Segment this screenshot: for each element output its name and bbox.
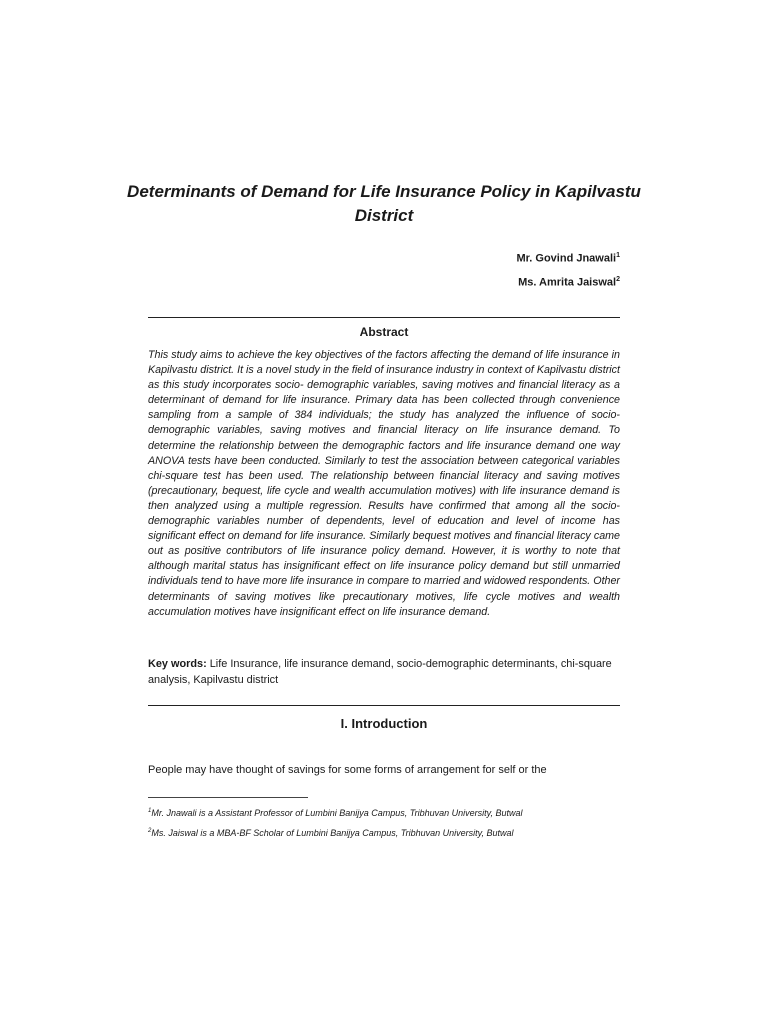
author-footnote-mark: 2 [616, 276, 620, 283]
paper-title: Determinants of Demand for Life Insurance Policy in Kapilvastu District [127, 182, 641, 225]
abstract-top-rule [148, 317, 620, 318]
footnote-2 [148, 828, 620, 838]
author-name: Ms. Amrita Jaiswal [518, 276, 617, 289]
keywords-text: Life Insurance, life insurance demand, socio-demographic determinants, chi-square analysis, Kapilvastu district [148, 658, 612, 686]
abstract-heading: Abstract [359, 325, 409, 339]
footnote-text: Mr. Jnawali is a Assistant Professor of Lumbini Banijya Campus, Tribhuvan University, Butwal [151, 808, 523, 818]
footnote-separator [148, 797, 308, 798]
author-footnote-mark: 1 [616, 252, 620, 259]
footnote-mark: 2 [148, 828, 152, 834]
footnote-1 [148, 808, 620, 818]
abstract-text: This study aims to achieve the key objectives of the factors affecting the demand of life insurance in Kapilvastu district. It is a novel study in the field of insurance industry in context of Kapilvastu district as this study incorporates socio- demographic variables, saving motives and financial literacy as a determinant of demand for life insurance. Primary data has been collected through convenience sampling from a sample of 384 individuals; the study has analyzed the influence of socio-demographic variables, saving motives and financial literacy on life insurance demand. To determine the relationship between the demographic factors and life insurance demand one way ANOVA tests have been conducted. Similarly to test the association between categorical variables chi-square test has been used. The relationship between financial literacy and saving motives (precautionary, bequest, life cycle and wealth accumulation motives) with life insurance demand is then analyzed using a multiple regression. Results have confirmed that among all the socio- demographic variables number of dependents, level of education and level of income has significant effect on demand for life insurance. Similarly bequest motives and financial literacy came out as positive contributors of life insurance policy demand. However, it is worthy to note that although marital status has insignificant effect on life insurance policy demand but still unmarried individuals tend to have more life insurance in compare to married and widowed respondents. Other determinants of saving motives like precautionary motives, life cycle motives and wealth accumulation motives have insignificant effect on life insurance demand. [148, 349, 620, 618]
author-name: Mr. Govind Jnawali [516, 252, 617, 265]
keywords [148, 657, 620, 688]
introduction-text: People may have thought of savings for some forms of arrangement for self or the [148, 764, 547, 776]
keywords-label: Key words: [148, 658, 207, 670]
footnote-mark: 1 [148, 808, 152, 814]
author-1 [516, 252, 620, 265]
abstract-bottom-rule [148, 705, 620, 706]
footnote-text: Ms. Jaiswal is a MBA-BF Scholar of Lumbini Banijya Campus, Tribhuvan University, Butwal [151, 828, 514, 838]
section-heading-introduction: I. Introduction [340, 716, 428, 731]
author-2 [518, 276, 620, 289]
